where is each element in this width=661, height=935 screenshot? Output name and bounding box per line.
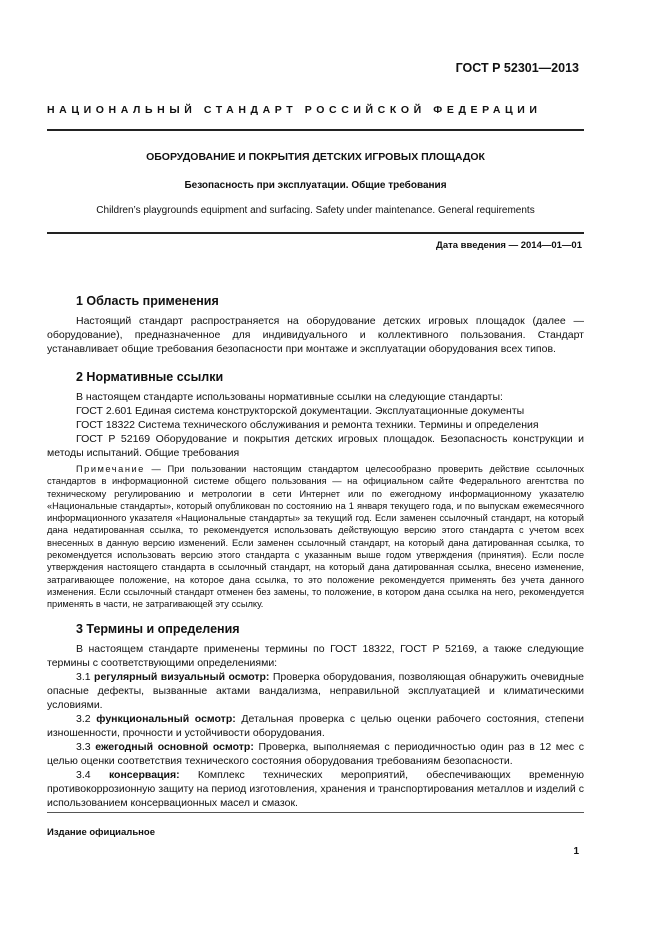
reference-item: ГОСТ Р 52169 Оборудование и покрытия детских игровых площадок. Безопасность конструкции и методы испытаний. Общие требования xyxy=(47,433,584,459)
term-number: 3.2 xyxy=(76,713,91,725)
document-title: ОБОРУДОВАНИЕ И ПОКРЫТИЯ ДЕТСКИХ ИГРОВЫХ ПЛОЩАДОК xyxy=(146,151,485,163)
term-name: регулярный визуальный осмотр: xyxy=(94,671,270,683)
section-2-heading: 2 Нормативные ссылки xyxy=(76,370,224,384)
section-2-intro: В настоящем стандарте использованы нормативные ссылки на следующие стандарты: xyxy=(76,391,503,403)
section-3-heading: 3 Термины и определения xyxy=(76,622,240,636)
title-divider xyxy=(47,232,584,234)
term-definition xyxy=(47,670,584,712)
section-3-intro: В настоящем стандарте применены термины по ГОСТ 18322, ГОСТ Р 52169, а также следующие термины с соответствующими определениями: xyxy=(47,643,584,669)
term-definition xyxy=(47,712,584,740)
section-3-body xyxy=(47,642,584,810)
top-divider xyxy=(47,129,584,131)
introduction-date: Дата введения — 2014—01—01 xyxy=(436,240,582,251)
term-text: Проверка, выполняемая с периодичностью один раз в 12 мес с целью оценки соответствия технического состояния оборудования требованиям безопасности. xyxy=(47,741,585,767)
section-1-body xyxy=(47,314,584,356)
term-number: 3.4 xyxy=(76,769,91,781)
term-name: функциональный осмотр: xyxy=(96,713,236,725)
term-text: Комплекс технических мероприятий, обеспечивающих временную противокоррозионную защиту на период изготовления, хранения и транспортирования металлов и изделий с использованием консервационных масел и смазок. xyxy=(47,769,585,809)
term-definition xyxy=(47,768,584,810)
document-number: ГОСТ Р 52301—2013 xyxy=(455,61,579,75)
reference-item: ГОСТ 2.601 Единая система конструкторской документации. Эксплуатационные документы xyxy=(76,405,525,417)
term-name: ежегодный основной осмотр: xyxy=(95,741,254,753)
term-name: консервация: xyxy=(108,769,180,781)
term-text: Детальная проверка с целью оценки рабочего состояния, степени изношенности, прочности и устойчивости оборудования. xyxy=(47,713,585,739)
term-number: 3.1 xyxy=(76,671,91,683)
note-label: Примечание xyxy=(76,464,145,474)
document-subtitle: Безопасность при эксплуатации. Общие требования xyxy=(184,180,447,191)
note-block xyxy=(47,463,584,611)
footer-divider xyxy=(47,812,584,813)
reference-item: ГОСТ 18322 Система технического обслуживания и ремонта техники. Термины и определения xyxy=(76,419,539,431)
national-standard-banner: НАЦИОНАЛЬНЫЙ СТАНДАРТ РОССИЙСКОЙ ФЕДЕРАЦИИ xyxy=(47,104,542,116)
term-number: 3.3 xyxy=(76,741,91,753)
term-definition xyxy=(47,740,584,768)
page-number: 1 xyxy=(573,846,579,857)
official-edition-label: Издание официальное xyxy=(47,827,155,838)
term-text: Проверка оборудования, позволяющая обнаружить очевидные опасные дефекты, вызванные актами вандализма, неправильной эксплуатацией и климатическими условиями. xyxy=(47,671,584,711)
section-2-body xyxy=(47,390,584,460)
english-title: Children’s playgrounds equipment and surfacing. Safety under maintenance. General requirements xyxy=(96,205,535,216)
section-1-paragraph: Настоящий стандарт распространяется на оборудование детских игровых площадок (далее — оборудование), предназначенное для индивидуального и коллективного пользования. Стандарт устанавливает общие требования безопасности при монтаже и эксплуатации оборудования всех типов. xyxy=(47,315,584,355)
section-1-heading: 1 Область применения xyxy=(76,294,219,308)
note-text: — При пользовании настоящим стандартом целесообразно проверить действие ссылочных стандартов в информационной системе общего пользования — на официальном сайте Федерального агентства по техническому регулированию и метрологии в сети Интернет или по ежегодному информационному указателю «Национальные стандарты», который опубликован по состоянию на 1 января текущего года, и по выпускам ежемесячного информационного указателя «Национальные стандарты» за текущий год. Если заменен ссылочный стандарт, на который дана недатированная ссылка, то рекомендуется использовать действующую версию этого стандарта с учетом всех внесенных в данную версию изменений. Если заменен ссылочный стандарт, на который дана датированная ссылка, то рекомендуется использовать версию этого стандарта с указанным выше годом утверждения (принятия). Если после утверждения настоящего стандарта в ссылочный стандарт, на который дана датированная ссылка, внесено изменение, затрагивающее положение, на которое дана ссылка, то это положение рекомендуется применять без учета данного изменения. Если ссылочный стандарт отменен без замены, то положение, в котором дана ссылка на него, рекомендуется применять в части, не затрагивающей эту ссылку. xyxy=(47,464,584,610)
